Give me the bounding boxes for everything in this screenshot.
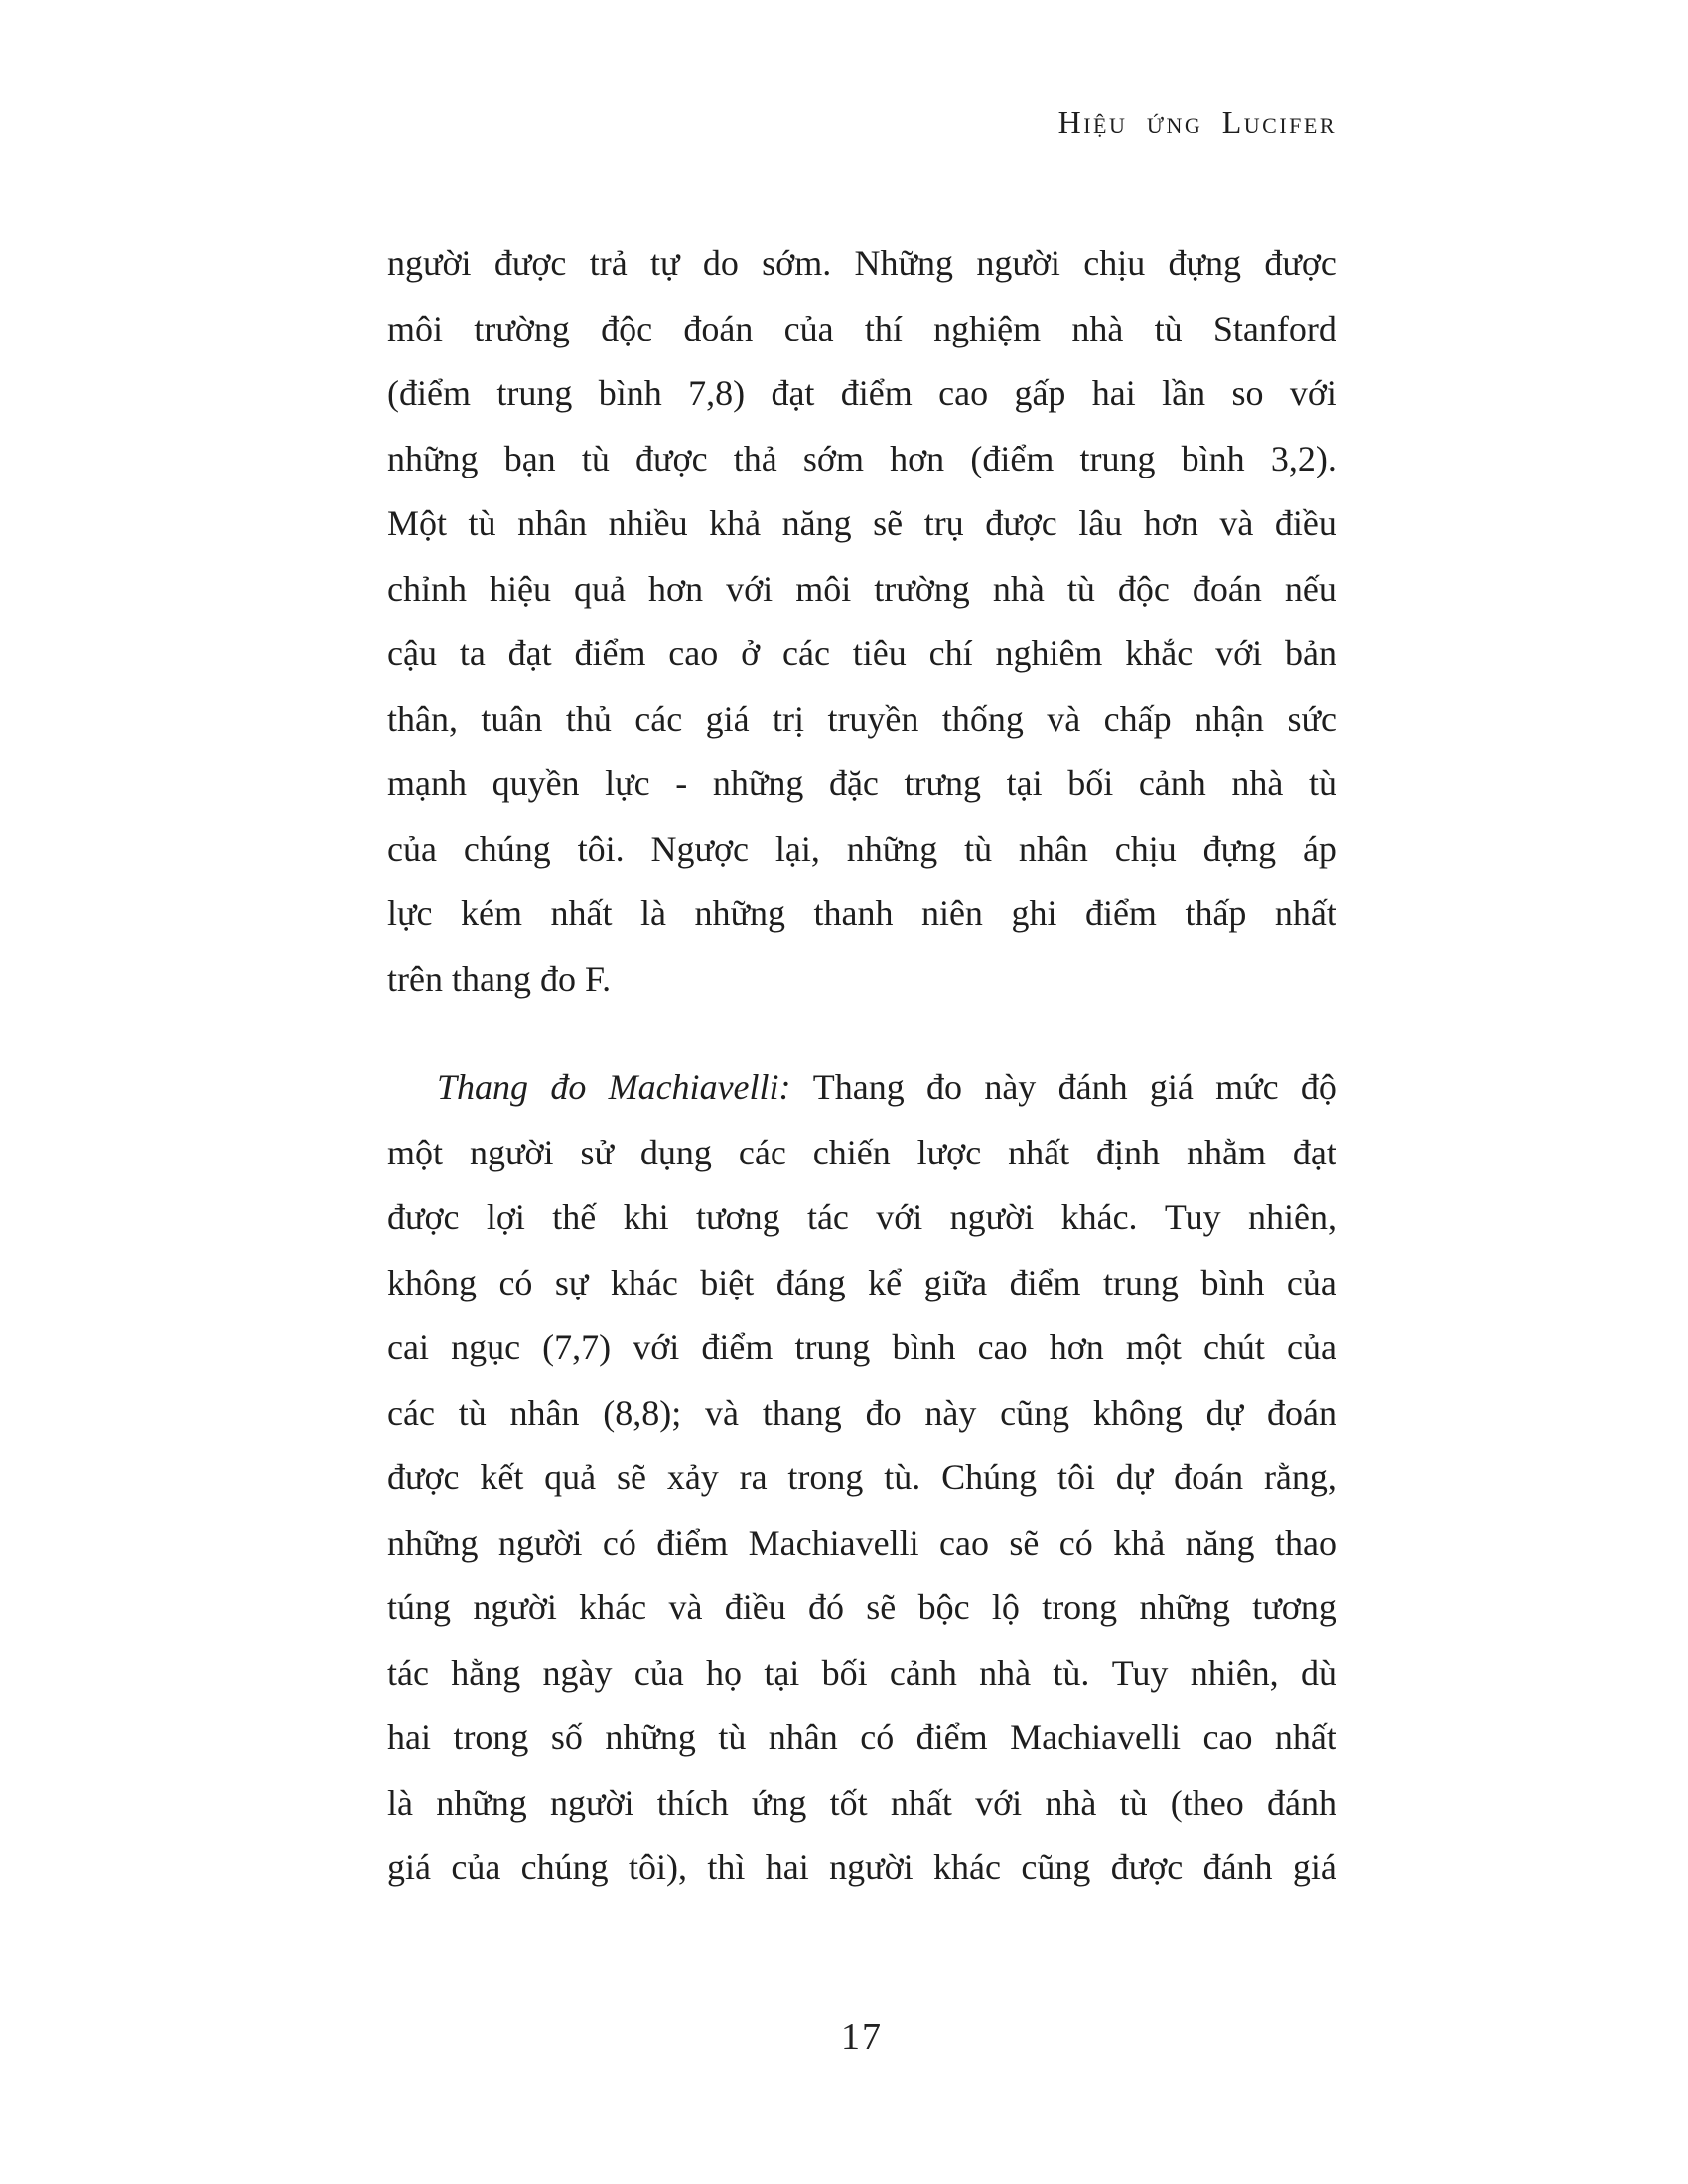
italic-lead-word: Machiavelli: — [608, 1067, 791, 1107]
text-line: hai trong số những tù nhân có điểm Machiavelli cao nhất — [387, 1717, 1336, 1757]
text-line: các tù nhân (8,8); và thang đo này cũng không dự đoán — [387, 1392, 1336, 1433]
italic-lead-word: Thang — [437, 1067, 529, 1107]
text-line: là những người thích ứng tốt nhất với nhà tù (theo đánh — [387, 1782, 1336, 1823]
text-line: Một tù nhân nhiều khả năng sẽ trụ được lâu hơn và điều — [387, 503, 1336, 543]
text-line: trên thang đo F. — [387, 958, 612, 999]
text-line: một người sử dụng các chiến lược nhất định nhằm đạt — [387, 1132, 1336, 1172]
text-line: túng người khác và điều đó sẽ bộc lộ trong những tương — [387, 1587, 1336, 1627]
text-line: mạnh quyền lực - những đặc trưng tại bối cảnh nhà tù — [387, 763, 1336, 803]
text-line: môi trường độc đoán của thí nghiệm nhà tù Stanford — [387, 308, 1336, 348]
text-line: chỉnh hiệu quả hơn với môi trường nhà tù độc đoán nếu — [387, 568, 1336, 609]
text-line: cậu ta đạt điểm cao ở các tiêu chí nghiêm khắc với bản — [387, 633, 1336, 673]
text-line: những người có điểm Machiavelli cao sẽ có khả năng thao — [387, 1522, 1336, 1563]
text-line: không có sự khác biệt đáng kể giữa điểm trung bình của — [387, 1262, 1336, 1302]
italic-lead-word: đo — [550, 1067, 587, 1107]
text-line: thân, tuân thủ các giá trị truyền thống và chấp nhận sức — [387, 698, 1336, 739]
text-line: những bạn tù được thả sớm hơn (điểm trung bình 3,2). — [387, 438, 1336, 478]
text-line: cai ngục (7,7) với điểm trung bình cao hơn một chút của — [387, 1327, 1336, 1367]
running-header — [387, 102, 1336, 149]
text-line: tác hằng ngày của họ tại bối cảnh nhà tù. Tuy nhiên, dù — [387, 1652, 1336, 1693]
text-line: của chúng tôi. Ngược lại, những tù nhân chịu đựng áp — [387, 828, 1336, 869]
text-line: được lợi thế khi tương tác với người khác. Tuy nhiên, — [387, 1197, 1336, 1237]
text-line: người được trả tự do sớm. Những người chịu đựng được — [387, 243, 1336, 283]
text-line: (điểm trung bình 7,8) đạt điểm cao gấp hai lần so với — [387, 373, 1336, 413]
text-line: được kết quả sẽ xảy ra trong tù. Chúng tôi dự đoán rằng, — [387, 1457, 1336, 1497]
text-line: Thang đo Machiavelli: Thang đo này đánh giá mức độ — [387, 1055, 1336, 1121]
running-header-title: Hiệu ứng Lucifer — [1057, 104, 1336, 140]
text-line: giá của chúng tôi), thì hai người khác cũng được đánh giá — [387, 1847, 1336, 1887]
page-footer — [387, 2007, 1336, 2075]
body-text-block — [387, 231, 1336, 1901]
page-number: 17 — [841, 2016, 883, 2058]
paragraph-1 — [387, 231, 1336, 1012]
text-line: lực kém nhất là những thanh niên ghi điểm thấp nhất — [387, 893, 1336, 933]
paragraph-2 — [387, 1055, 1336, 1901]
